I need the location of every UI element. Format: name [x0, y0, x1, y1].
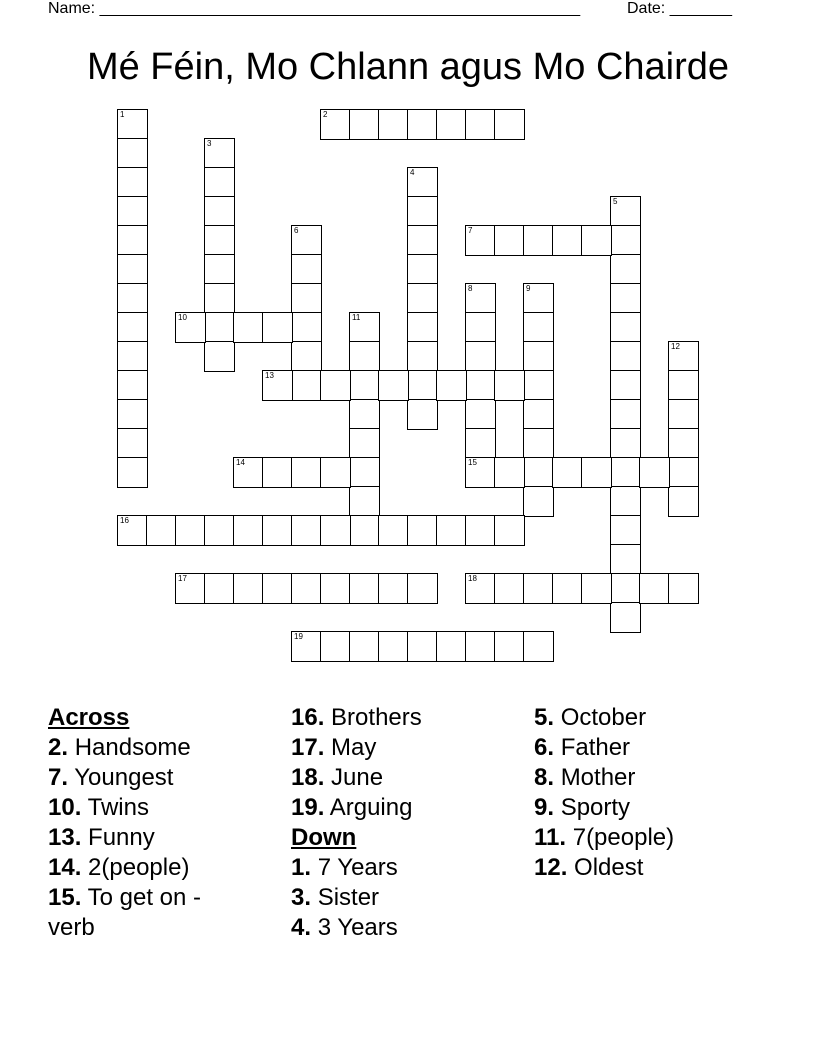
cell-number: 1 [120, 110, 125, 119]
crossword-cell[interactable] [407, 341, 438, 372]
crossword-cell[interactable] [117, 225, 148, 256]
crossword-cell[interactable] [407, 573, 438, 604]
clue-number: 13. [48, 824, 82, 851]
clue-across-18 [291, 763, 531, 793]
crossword-cell[interactable] [320, 370, 351, 401]
clues-column-3 [534, 703, 774, 883]
crossword-cell[interactable] [523, 486, 554, 517]
crossword-cell[interactable] [117, 428, 148, 459]
crossword-cell[interactable] [523, 573, 554, 604]
crossword-cell[interactable] [465, 312, 496, 343]
crossword-cell[interactable] [581, 573, 612, 604]
clue-down-4 [291, 913, 531, 943]
crossword-cell[interactable] [523, 370, 554, 401]
cell-number: 6 [294, 226, 299, 235]
clue-across-2 [48, 733, 288, 763]
clue-across-17 [291, 733, 531, 763]
crossword-cell[interactable] [610, 602, 641, 633]
crossword-cell[interactable] [581, 457, 612, 488]
crossword-cell[interactable] [465, 370, 496, 401]
crossword-cell[interactable] [204, 196, 235, 227]
crossword-cell[interactable] [146, 515, 177, 546]
crossword-cell[interactable] [262, 312, 293, 343]
crossword-cell[interactable] [407, 196, 438, 227]
clue-number: 2. [48, 734, 69, 761]
crossword-cell[interactable] [349, 341, 380, 372]
clue-number: 7. [48, 764, 69, 791]
clue-number: 16. [291, 704, 325, 731]
crossword-cell[interactable] [204, 283, 235, 314]
crossword-cell[interactable] [349, 428, 380, 459]
crossword-cell[interactable] [407, 167, 438, 198]
crossword-cell[interactable] [668, 341, 699, 372]
clue-across-7 [48, 763, 288, 793]
crossword-cell[interactable] [523, 399, 554, 430]
crossword-cell[interactable] [465, 399, 496, 430]
crossword-cell[interactable] [349, 457, 380, 488]
crossword-cell[interactable] [494, 457, 525, 488]
cell-number: 14 [236, 458, 245, 467]
crossword-cell[interactable] [320, 631, 351, 662]
clue-number: 8. [534, 764, 555, 791]
crossword-cell[interactable] [639, 573, 670, 604]
crossword-cell[interactable] [407, 515, 438, 546]
clue-number: 3. [291, 884, 312, 911]
crossword-cell[interactable] [610, 341, 641, 372]
crossword-cell[interactable] [262, 370, 293, 401]
crossword-cell[interactable] [233, 515, 264, 546]
crossword-cell[interactable] [465, 225, 496, 256]
cell-number: 7 [468, 226, 473, 235]
crossword-cell[interactable] [117, 196, 148, 227]
crossword-cell[interactable] [494, 515, 525, 546]
crossword-cell[interactable] [204, 312, 235, 343]
crossword-cell[interactable] [407, 370, 438, 401]
clue-down-9 [534, 793, 774, 823]
crossword-cell[interactable] [378, 515, 409, 546]
crossword-cell[interactable] [494, 225, 525, 256]
crossword-cell[interactable] [349, 109, 380, 140]
clue-number: 4. [291, 914, 312, 941]
crossword-cell[interactable] [552, 225, 583, 256]
clue-down-5 [534, 703, 774, 733]
clue-number: 9. [534, 794, 555, 821]
clue-text: October [560, 704, 647, 731]
cell-number: 3 [207, 139, 212, 148]
crossword-cell[interactable] [291, 370, 322, 401]
crossword-cell[interactable] [523, 225, 554, 256]
clue-across-16 [291, 703, 531, 733]
crossword-cell[interactable] [610, 225, 641, 256]
cell-number: 19 [294, 632, 303, 641]
crossword-cell[interactable] [262, 515, 293, 546]
across-heading: Across [48, 704, 130, 731]
crossword-cell[interactable] [291, 457, 322, 488]
crossword-cell[interactable] [204, 254, 235, 285]
cell-number: 5 [613, 197, 618, 206]
crossword-cell[interactable] [494, 109, 525, 140]
crossword-cell[interactable] [610, 399, 641, 430]
crossword-cell[interactable] [465, 109, 496, 140]
clue-text: Funny [88, 824, 155, 851]
clue-down-6 [534, 733, 774, 763]
crossword-cell[interactable] [436, 631, 467, 662]
clue-text: June [331, 764, 384, 791]
crossword-cell[interactable] [465, 428, 496, 459]
down-heading: Down [291, 824, 357, 851]
crossword-cell[interactable] [117, 370, 148, 401]
crossword-cell[interactable] [204, 167, 235, 198]
clue-text: To get on - verb [48, 884, 202, 941]
crossword-cell[interactable] [610, 370, 641, 401]
clue-number: 18. [291, 764, 325, 791]
crossword-cell[interactable] [523, 341, 554, 372]
clue-text: 2(people) [88, 854, 190, 881]
date-field-label: Date: _______ [627, 0, 732, 17]
crossword-cell[interactable] [407, 254, 438, 285]
crossword-cell[interactable] [465, 515, 496, 546]
clue-text: Sister [317, 884, 380, 911]
crossword-cell[interactable] [465, 631, 496, 662]
crossword-cell[interactable] [117, 312, 148, 343]
cell-number: 12 [671, 342, 680, 351]
clue-across-14 [48, 853, 288, 883]
clue-text: Youngest [74, 764, 174, 791]
crossword-cell[interactable] [262, 573, 293, 604]
crossword-cell[interactable] [378, 370, 409, 401]
clue-number: 17. [291, 734, 325, 761]
crossword-cell[interactable] [407, 225, 438, 256]
crossword-cell[interactable] [610, 457, 641, 488]
clue-text: 3 Years [317, 914, 398, 941]
clue-number: 6. [534, 734, 555, 761]
crossword-cell[interactable] [291, 573, 322, 604]
crossword-cell[interactable] [175, 515, 206, 546]
crossword-cell[interactable] [291, 515, 322, 546]
name-field-label: Name: ______________________________________________________ [48, 0, 581, 17]
clue-text: Mother [560, 764, 636, 791]
page-title: Mé Féin, Mo Chlann agus Mo Chairde [86, 46, 730, 88]
crossword-cell[interactable] [610, 254, 641, 285]
crossword-cell[interactable] [639, 457, 670, 488]
clue-number: 11. [534, 824, 567, 851]
crossword-cell[interactable] [204, 341, 235, 372]
crossword-cell[interactable] [204, 225, 235, 256]
clue-down-11 [534, 823, 774, 853]
crossword-cell[interactable] [465, 341, 496, 372]
cell-number: 2 [323, 110, 328, 119]
crossword-cell[interactable] [610, 515, 641, 546]
crossword-cell[interactable] [523, 283, 554, 314]
crossword-cell[interactable] [407, 631, 438, 662]
crossword-cell[interactable] [610, 544, 641, 575]
crossword-cell[interactable] [349, 312, 380, 343]
crossword-cell[interactable] [291, 254, 322, 285]
crossword-cell[interactable] [407, 399, 438, 430]
clue-number: 15. [48, 884, 82, 911]
clue-text: Brothers [331, 704, 422, 731]
crossword-cell[interactable] [378, 573, 409, 604]
crossword-cell[interactable] [117, 109, 148, 140]
crossword-cell[interactable] [494, 631, 525, 662]
crossword-cell[interactable] [523, 428, 554, 459]
crossword-cell[interactable] [291, 312, 322, 343]
crossword-cell[interactable] [117, 283, 148, 314]
cell-number: 15 [468, 458, 477, 467]
clue-number: 5. [534, 704, 555, 731]
crossword-cell[interactable] [523, 457, 554, 488]
clue-down-1 [291, 853, 531, 883]
crossword-cell[interactable] [117, 515, 148, 546]
cell-number: 10 [178, 313, 187, 322]
crossword-cell[interactable] [320, 109, 351, 140]
cell-number: 18 [468, 574, 477, 583]
crossword-cell[interactable] [320, 457, 351, 488]
crossword-cell[interactable] [668, 457, 699, 488]
crossword-cell[interactable] [610, 196, 641, 227]
clue-across-19 [291, 793, 531, 823]
clue-text: 7 Years [317, 854, 398, 881]
crossword-cell[interactable] [523, 312, 554, 343]
crossword-cell[interactable] [117, 167, 148, 198]
clue-number: 14. [48, 854, 82, 881]
clue-text: Twins [87, 794, 149, 821]
crossword-cell[interactable] [204, 573, 235, 604]
clue-down-3 [291, 883, 531, 913]
clue-across-15 [48, 883, 248, 943]
cell-number: 13 [265, 371, 274, 380]
crossword-cell[interactable] [233, 573, 264, 604]
cell-number: 8 [468, 284, 473, 293]
clues-column-1 [48, 703, 288, 943]
crossword-cell[interactable] [262, 457, 293, 488]
crossword-cell[interactable] [175, 312, 206, 343]
crossword-cell[interactable] [523, 631, 554, 662]
crossword-cell[interactable] [610, 486, 641, 517]
crossword-cell[interactable] [552, 457, 583, 488]
crossword-cell[interactable] [378, 631, 409, 662]
clue-down-8 [534, 763, 774, 793]
crossword-cell[interactable] [349, 370, 380, 401]
crossword-cell[interactable] [610, 283, 641, 314]
clue-number: 1. [291, 854, 312, 881]
clue-across-13 [48, 823, 288, 853]
crossword-cell[interactable] [117, 399, 148, 430]
clues-column-2 [291, 703, 531, 943]
crossword-cell[interactable] [117, 341, 148, 372]
crossword-cell[interactable] [233, 457, 264, 488]
crossword-cell[interactable] [204, 138, 235, 169]
crossword-cell[interactable] [668, 370, 699, 401]
crossword-cell[interactable] [204, 515, 235, 546]
clue-text: Father [560, 734, 631, 761]
clue-text: Oldest [574, 854, 644, 881]
crossword-cell[interactable] [407, 109, 438, 140]
crossword-cell[interactable] [465, 283, 496, 314]
crossword-cell[interactable] [291, 631, 322, 662]
crossword-cell[interactable] [407, 283, 438, 314]
crossword-cell[interactable] [494, 370, 525, 401]
crossword-cell[interactable] [494, 573, 525, 604]
clue-text: Sporty [560, 794, 631, 821]
clue-number: 10. [48, 794, 82, 821]
crossword-cell[interactable] [349, 486, 380, 517]
crossword-cell[interactable] [291, 225, 322, 256]
crossword-cell[interactable] [668, 428, 699, 459]
crossword-cell[interactable] [552, 573, 583, 604]
crossword-cell[interactable] [117, 138, 148, 169]
clue-down-12 [534, 853, 774, 883]
crossword-cell[interactable] [117, 254, 148, 285]
crossword-cell[interactable] [436, 370, 467, 401]
clue-text: Handsome [74, 734, 191, 761]
clue-text: May [331, 734, 377, 761]
crossword-cell[interactable] [175, 573, 206, 604]
crossword-cell[interactable] [349, 573, 380, 604]
clue-number: 19. [291, 794, 325, 821]
crossword-cell[interactable] [668, 486, 699, 517]
cell-number: 4 [410, 168, 415, 177]
crossword-cell[interactable] [349, 399, 380, 430]
crossword-cell[interactable] [465, 457, 496, 488]
crossword-cell[interactable] [378, 109, 409, 140]
crossword-cell[interactable] [610, 573, 641, 604]
crossword-cell[interactable] [291, 283, 322, 314]
cell-number: 17 [178, 574, 187, 583]
crossword-cell[interactable] [465, 573, 496, 604]
clue-across-10 [48, 793, 288, 823]
crossword-cell[interactable] [320, 515, 351, 546]
cell-number: 11 [352, 313, 361, 322]
crossword-cell[interactable] [668, 573, 699, 604]
crossword-cell[interactable] [349, 515, 380, 546]
clue-text: 7(people) [572, 824, 675, 851]
crossword-cell[interactable] [291, 341, 322, 372]
clue-number: 12. [534, 854, 568, 881]
crossword-cell[interactable] [668, 399, 699, 430]
cell-number: 9 [526, 284, 531, 293]
crossword-cell[interactable] [436, 515, 467, 546]
clue-text: Arguing [329, 794, 413, 821]
crossword-cell[interactable] [610, 428, 641, 459]
crossword-cell[interactable] [436, 109, 467, 140]
crossword-cell[interactable] [117, 457, 148, 488]
crossword-cell[interactable] [581, 225, 612, 256]
crossword-cell[interactable] [320, 573, 351, 604]
crossword-cell[interactable] [407, 312, 438, 343]
cell-number: 16 [120, 516, 129, 525]
crossword-cell[interactable] [233, 312, 264, 343]
crossword-cell[interactable] [349, 631, 380, 662]
crossword-cell[interactable] [610, 312, 641, 343]
